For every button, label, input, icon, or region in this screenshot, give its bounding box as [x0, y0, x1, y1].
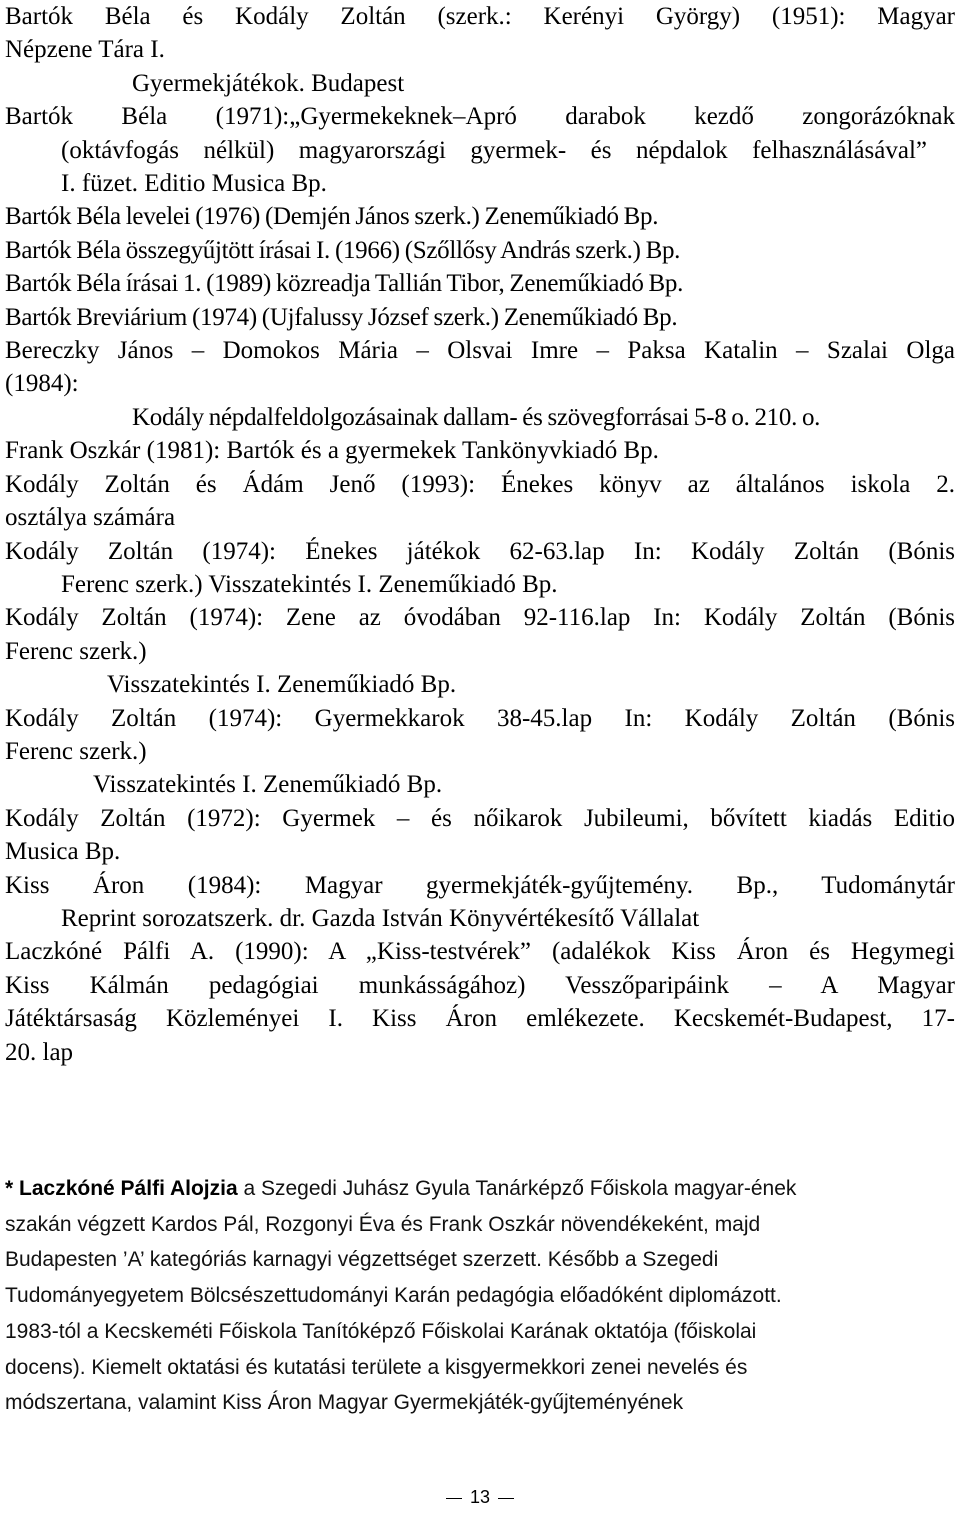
footnote-marker: *	[5, 1177, 20, 1200]
reference-line: Kiss Kálmán pedagógiai munkásságához) Vesszőparipáink – A Magyar	[5, 971, 955, 999]
footnote	[5, 1171, 940, 1421]
reference-entry	[5, 67, 955, 100]
reference-entry	[5, 100, 955, 200]
reference-line: Bereczky János – Domokos Mária – Olsvai Imre – Paksa Katalin – Szalai Olga	[5, 337, 955, 365]
reference-entry	[5, 935, 955, 1069]
reference-line: Ferenc szerk.)	[5, 637, 147, 665]
footnote-text: a Szegedi Juhász Gyula Tanárképző Főiskola magyar-ének	[237, 1177, 797, 1200]
reference-line: Kodály Zoltán (1972): Gyermek – és nőikarok Jubileumi, bővített kiadás Editio	[5, 804, 955, 832]
page-number-text: 13	[469, 1487, 491, 1507]
footnote-line: docens). Kiemelt oktatási és kutatási területe a kisgyermekkori zenei nevelés és	[5, 1355, 748, 1379]
reference-line: Bartók Béla (1971):„Gyermekeknek–Apró darabok kezdő zongorázóknak	[5, 103, 955, 131]
reference-line: Ferenc szerk.) Visszatekintés I. Zeneműkiadó Bp.	[61, 570, 558, 598]
reference-line: Népzene Tára I.	[5, 36, 165, 64]
reference-entry	[5, 334, 955, 434]
reference-line: Kodály Zoltán (1974): Énekes játékok 62-63.lap In: Kodály Zoltán (Bónis	[5, 537, 955, 565]
reference-line: Bartók Béla és Kodály Zoltán (szerk.: Kerényi György) (1951): Magyar	[5, 3, 955, 30]
reference-entry	[5, 0, 955, 67]
reference-line: (oktávfogás nélkül) magyarországi gyermek- és népdalok felhasználásával”	[61, 136, 927, 164]
reference-line: Bartók Béla összegyűjtött írásai I. (1966) (Szőllősy András szerk.) Bp.	[5, 236, 681, 264]
footnote-line: Budapesten ’A’ kategóriás karnagyi végzettséget szerzett. Később a Szegedi	[5, 1248, 719, 1272]
reference-entry	[5, 200, 955, 233]
reference-line: Ferenc szerk.)	[5, 737, 147, 765]
reference-entry	[5, 234, 955, 267]
reference-line: Bartók Béla levelei (1976) (Demjén János szerk.) Zeneműkiadó Bp.	[5, 203, 659, 231]
reference-entry	[5, 301, 955, 334]
footnote-line: módszertana, valamint Kiss Áron Magyar Gyermekjáték-gyűjteményének	[5, 1391, 684, 1415]
reference-entry	[5, 802, 955, 869]
reference-line: Visszatekintés I. Zeneműkiadó Bp.	[93, 771, 443, 799]
footnote-line: 1983-tól a Kecskeméti Főiskola Tanítóképző Főiskolai Karának oktatója (főiskolai	[5, 1319, 757, 1343]
reference-line: Játéktársaság Közleményei I. Kiss Áron emlékezete. Kecskemét-Budapest, 17-	[5, 1005, 955, 1033]
footnote-author-name: Laczkóné Pálfi Alojzia	[19, 1177, 238, 1200]
reference-line: Visszatekintés I. Zeneműkiadó Bp.	[107, 671, 457, 699]
reference-line: Kodály Zoltán (1974): Gyermekkarok 38-45.lap In: Kodály Zoltán (Bónis	[5, 704, 955, 732]
reference-entry	[5, 535, 955, 602]
reference-line: Kodály Zoltán (1974): Zene az óvodában 92-116.lap In: Kodály Zoltán (Bónis	[5, 604, 955, 632]
reference-entry	[5, 869, 955, 936]
footnote-line: Tudományegyetem Bölcsészettudományi Karán pedagógia előadóként diplomázott.	[5, 1284, 782, 1308]
reference-entry	[5, 267, 955, 300]
reference-line: Kodály Zoltán és Ádám Jenő (1993): Énekes könyv az általános iskola 2.	[5, 470, 955, 498]
reference-line: Bartók Breviárium (1974) (Ujfalussy József szerk.) Zeneműkiadó Bp.	[5, 303, 678, 331]
reference-entry	[5, 601, 955, 701]
reference-line: Kodály népdalfeldolgozásainak dallam- és szövegforrásai 5-8 o. 210. o.	[132, 403, 821, 431]
reference-line: Bartók Béla írásai 1. (1989) közreadja Tallián Tibor, Zeneműkiadó Bp.	[5, 270, 684, 298]
reference-line: 20. lap	[5, 1038, 74, 1066]
page-number	[0, 1487, 960, 1508]
reference-line: (1984):	[5, 370, 79, 398]
reference-line: I. füzet. Editio Musica Bp.	[61, 170, 327, 198]
reference-line: Reprint sorozatszerk. dr. Gazda István Könyvértékesítő Vállalat	[61, 904, 700, 932]
reference-line: Musica Bp.	[5, 838, 121, 866]
reference-line: Kiss Áron (1984): Magyar gyermekjáték-gyűjtemény. Bp., Tudománytár	[5, 871, 955, 899]
page-number-dash	[498, 1498, 514, 1499]
reference-line: osztálya számára	[5, 504, 176, 532]
page-number-dash	[446, 1498, 462, 1499]
reference-line: Gyermekjátékok. Budapest	[132, 69, 405, 97]
reference-entry	[5, 702, 955, 802]
reference-list	[5, 0, 955, 1069]
reference-entry	[5, 434, 955, 467]
footnote-line: szakán végzett Kardos Pál, Rozgonyi Éva és Frank Oszkár növendékeként, majd	[5, 1212, 761, 1236]
reference-entry	[5, 468, 955, 535]
footnote-line	[5, 1171, 940, 1207]
reference-line: Laczkóné Pálfi A. (1990): A „Kiss-testvérek” (adalékok Kiss Áron és Hegymegi	[5, 938, 955, 966]
reference-line: Frank Oszkár (1981): Bartók és a gyermekek Tankönyvkiadó Bp.	[5, 437, 659, 465]
